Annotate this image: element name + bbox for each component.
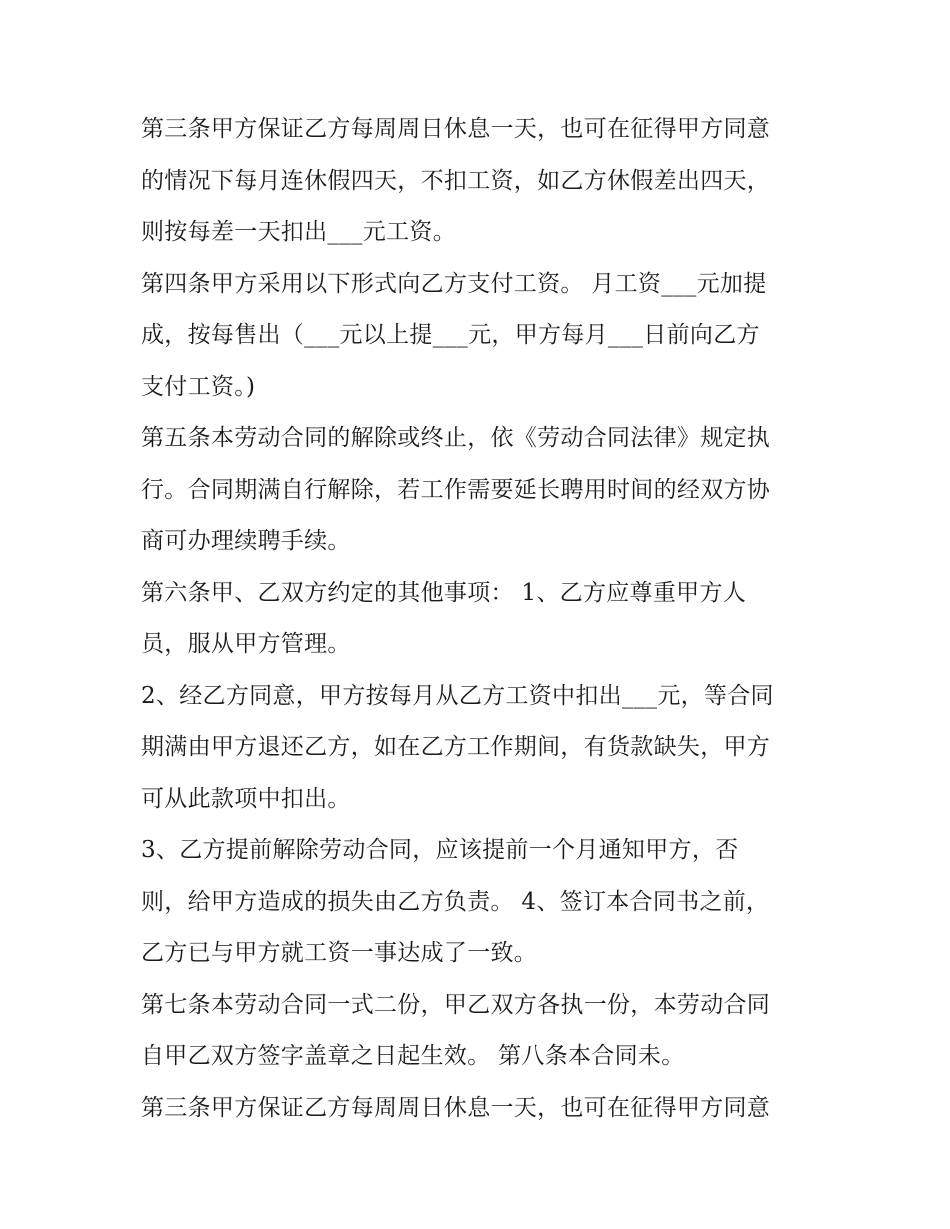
text-line: 第六条甲、乙双方约定的其他事项： 1、乙方应尊重甲方人 [141,579,747,606]
text-line: 则按每差一天扣出___元工资。 [141,219,456,245]
text-line: 第四条甲方采用以下形式向乙方支付工资。 月工资___元加提 [141,270,767,297]
text-line: 的情况下每月连休假四天，不扣工资，如乙方休假差出四天， [141,167,771,194]
text-line: 自甲乙双方签字盖章之日起生效。 第八条本合同未。 [141,1043,685,1069]
text-line: 则，给甲方造成的损失由乙方负责。 4、签订本合同书之前， [141,888,770,915]
text-line: 3、乙方提前解除劳动合同，应该提前一个月通知甲方，否 [141,837,739,863]
text-line: 成，按每售出（___元以上提___元，甲方每月___日前向乙方 [141,322,760,348]
document-body [141,104,821,1134]
text-line: 员，服从甲方管理。 [141,631,351,657]
text-line: 第三条甲方保证乙方每周周日休息一天，也可在征得甲方同意 [141,1094,771,1121]
text-line: 支付工资。) [141,373,256,400]
text-line: 第三条甲方保证乙方每周周日休息一天，也可在征得甲方同意 [141,116,771,142]
text-line: 商可办理续聘手续。 [141,528,351,554]
text-line: 乙方已与甲方就工资一事达成了一致。 [141,940,538,966]
text-line: 期满由甲方退还乙方，如在乙方工作期间，有货款缺失，甲方 [141,734,771,760]
text-line: 第七条本劳动合同一式二份，甲乙双方各执一份，本劳动合同 [141,991,771,1018]
text-line: 第五条本劳动合同的解除或终止，依《劳动合同法律》规定执 [141,425,771,451]
text-line: 2、经乙方同意，甲方按每月从乙方工资中扣出___元，等合同 [141,682,774,709]
text-line: 行。合同期满自行解除，若工作需要延长聘用时间的经双方协 [141,476,771,503]
text-line: 可从此款项中扣出。 [141,785,351,812]
